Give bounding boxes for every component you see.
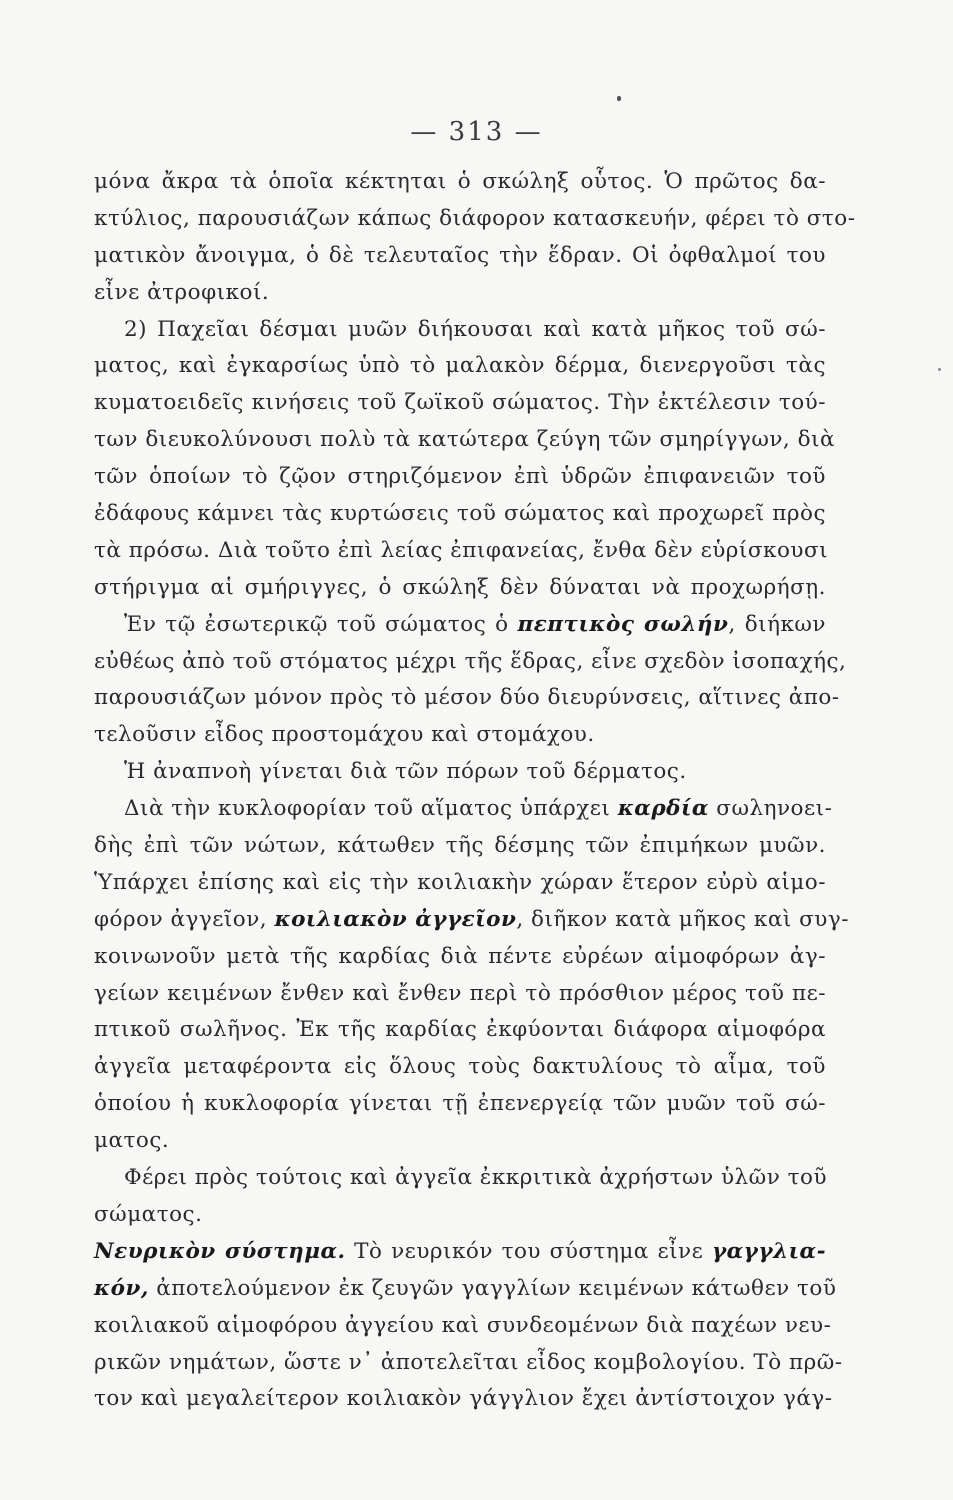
text-line: πτικοῦ σωλῆνος. Ἐκ τῆς καρδίας ἐκφύονται διάφορα αἱμοφόρα <box>94 1017 826 1043</box>
text-line: φόρον ἀγγεῖον, κοιλιακὸν ἀγγεῖον, διῆκον κατὰ μῆκος καὶ συγ- <box>94 906 849 932</box>
text-line: Ἡ ἀναπνοὴ γίνεται διὰ τῶν πόρων τοῦ δέρματος. <box>124 759 687 785</box>
text-line: κοινωνοῦν μετὰ τῆς καρδίας διὰ πέντε εὐρέων αἱμοφόρων ἀγ- <box>94 943 826 969</box>
text-line: 2) Παχεῖαι δέσμαι μυῶν διήκουσαι καὶ κατὰ μῆκος τοῦ σώ- <box>124 316 826 342</box>
text-line: ὁποίου ἡ κυκλοφορία γίνεται τῇ ἐπενεργείᾳ τῶν μυῶν τοῦ σώ- <box>94 1091 826 1117</box>
text-line: γείων κειμένων ἔνθεν καὶ ἔνθεν περὶ τὸ πρόσθιον μέρος τοῦ πε- <box>94 980 826 1006</box>
text-line: εὐθέως ἀπὸ τοῦ στόματος μέχρι τῆς ἕδρας, εἶνε σχεδὸν ἰσοπαχής, <box>94 648 847 674</box>
text-line: ἀγγεῖα μεταφέροντα εἰς ὅλους τοὺς δακτυλίους τὸ αἷμα, τοῦ <box>94 1054 826 1080</box>
term-ganglionic: γαγγλια- <box>711 1238 827 1264</box>
text-line: Νευρικὸν σύστημα. Τὸ νευρικόν του σύστημα εἶνε γαγγλια- <box>94 1238 827 1264</box>
text-line: ἐδάφους κάμνει τὰς κυρτώσεις τοῦ σώματος καὶ προχωρεῖ πρὸς <box>94 501 826 527</box>
text-line: σώματος. <box>94 1201 203 1227</box>
term-ganglionic-end: κόν, <box>94 1275 149 1301</box>
text-line: στήριγμα αἱ σμήριγγες, ὁ σκώληξ δὲν δύναται νὰ προχωρήσῃ. <box>94 574 826 600</box>
text-line: Ὑπάρχει ἐπίσης καὶ εἰς τὴν κοιλιακὴν χώραν ἕτερον εὐρὺ αἱμο- <box>94 869 826 895</box>
text-line: Φέρει πρὸς τούτοις καὶ ἀγγεῖα ἐκκριτικὰ ἀχρήστων ὑλῶν τοῦ <box>124 1165 828 1191</box>
term-heart: καρδία <box>617 796 709 822</box>
text-line: δὴς ἐπὶ τῶν νώτων, κάτωθεν τῆς δέσμης τῶν ἐπιμήκων μυῶν. <box>94 833 826 859</box>
text-line: ματος, καὶ ἐγκαρσίως ὑπὸ τὸ μαλακὸν δέρμα, διενεργοῦσι τὰς <box>94 353 826 379</box>
text-line: παρουσιάζων μόνον πρὸς τὸ μέσον δύο διευρύνσεις, αἵτινες ἀπο- <box>94 685 840 711</box>
text-line: ματικὸν ἄνοιγμα, ὁ δὲ τελευταῖος τὴν ἕδραν. Οἱ ὀφθαλμοί του <box>94 242 826 268</box>
text-line: Ἐν τῷ ἐσωτερικῷ τοῦ σώματος ὁ πεπτικὸς σωλήν, διήκων <box>124 611 826 637</box>
text-line: ματος. <box>94 1128 170 1154</box>
ink-speck <box>617 96 621 101</box>
text-line: τελοῦσιν εἶδος προστομάχου καὶ στομάχου. <box>94 722 595 748</box>
text-line: Διὰ τὴν κυκλοφορίαν τοῦ αἵματος ὑπάρχει καρδία σωληνοει- <box>124 796 833 822</box>
text-line: τὰ πρόσω. Διὰ τοῦτο ἐπὶ λείας ἐπιφανείας, ἔνθα δὲν εὑρίσκουσι <box>94 537 829 563</box>
text-line: ρικῶν νημάτων, ὥστε ν᾽ ἀποτελεῖται εἶδος κομβολογίου. Τὸ πρῶ- <box>94 1349 843 1375</box>
text-line: εἶνε ἀτροφικοί. <box>94 279 270 305</box>
text-line: κοιλιακοῦ αἱμοφόρου ἀγγείου καὶ συνδεομένων διὰ παχέων νευ- <box>94 1312 832 1338</box>
text-line: τῶν ὁποίων τὸ ζῷον στηριζόμενον ἐπὶ ὑδρῶν ἐπιφανειῶν τοῦ <box>94 464 826 490</box>
heading-nervous-system: Νευρικὸν σύστημα. <box>94 1238 346 1264</box>
term-digestive-tube: πεπτικὸς σωλήν <box>517 611 729 637</box>
text-line: κτύλιος, παρουσιάζων κάπως διάφορον κατασκευήν, φέρει τὸ στο- <box>94 205 856 231</box>
text-line: μόνα ἄκρα τὰ ὁποῖα κέκτηται ὁ σκώληξ οὗτος. Ὁ πρῶτος δα- <box>94 169 826 194</box>
text-line: τον καὶ μεγαλείτερον κοιλιακὸν γάγγλιον ἔχει ἀντίστοιχον γάγ- <box>94 1386 833 1412</box>
page-number: — 313 — <box>410 117 543 147</box>
ink-speck <box>938 368 941 371</box>
text-line: κόν, ἀποτελούμενον ἐκ ζευγῶν γαγγλίων κειμένων κάτωθεν τοῦ <box>94 1275 837 1301</box>
term-ventral-vessel: κοιλιακὸν ἀγγεῖον <box>274 906 517 932</box>
body-text <box>94 164 856 1418</box>
text-line: των διευκολύνουσι πολὺ τὰ κατώτερα ζεύγη τῶν σμηρίγγων, διὰ <box>94 427 835 453</box>
text-line: κυματοειδεῖς κινήσεις τοῦ ζωϊκοῦ σώματος. Τὴν ἐκτέλεσιν τού- <box>94 390 826 416</box>
